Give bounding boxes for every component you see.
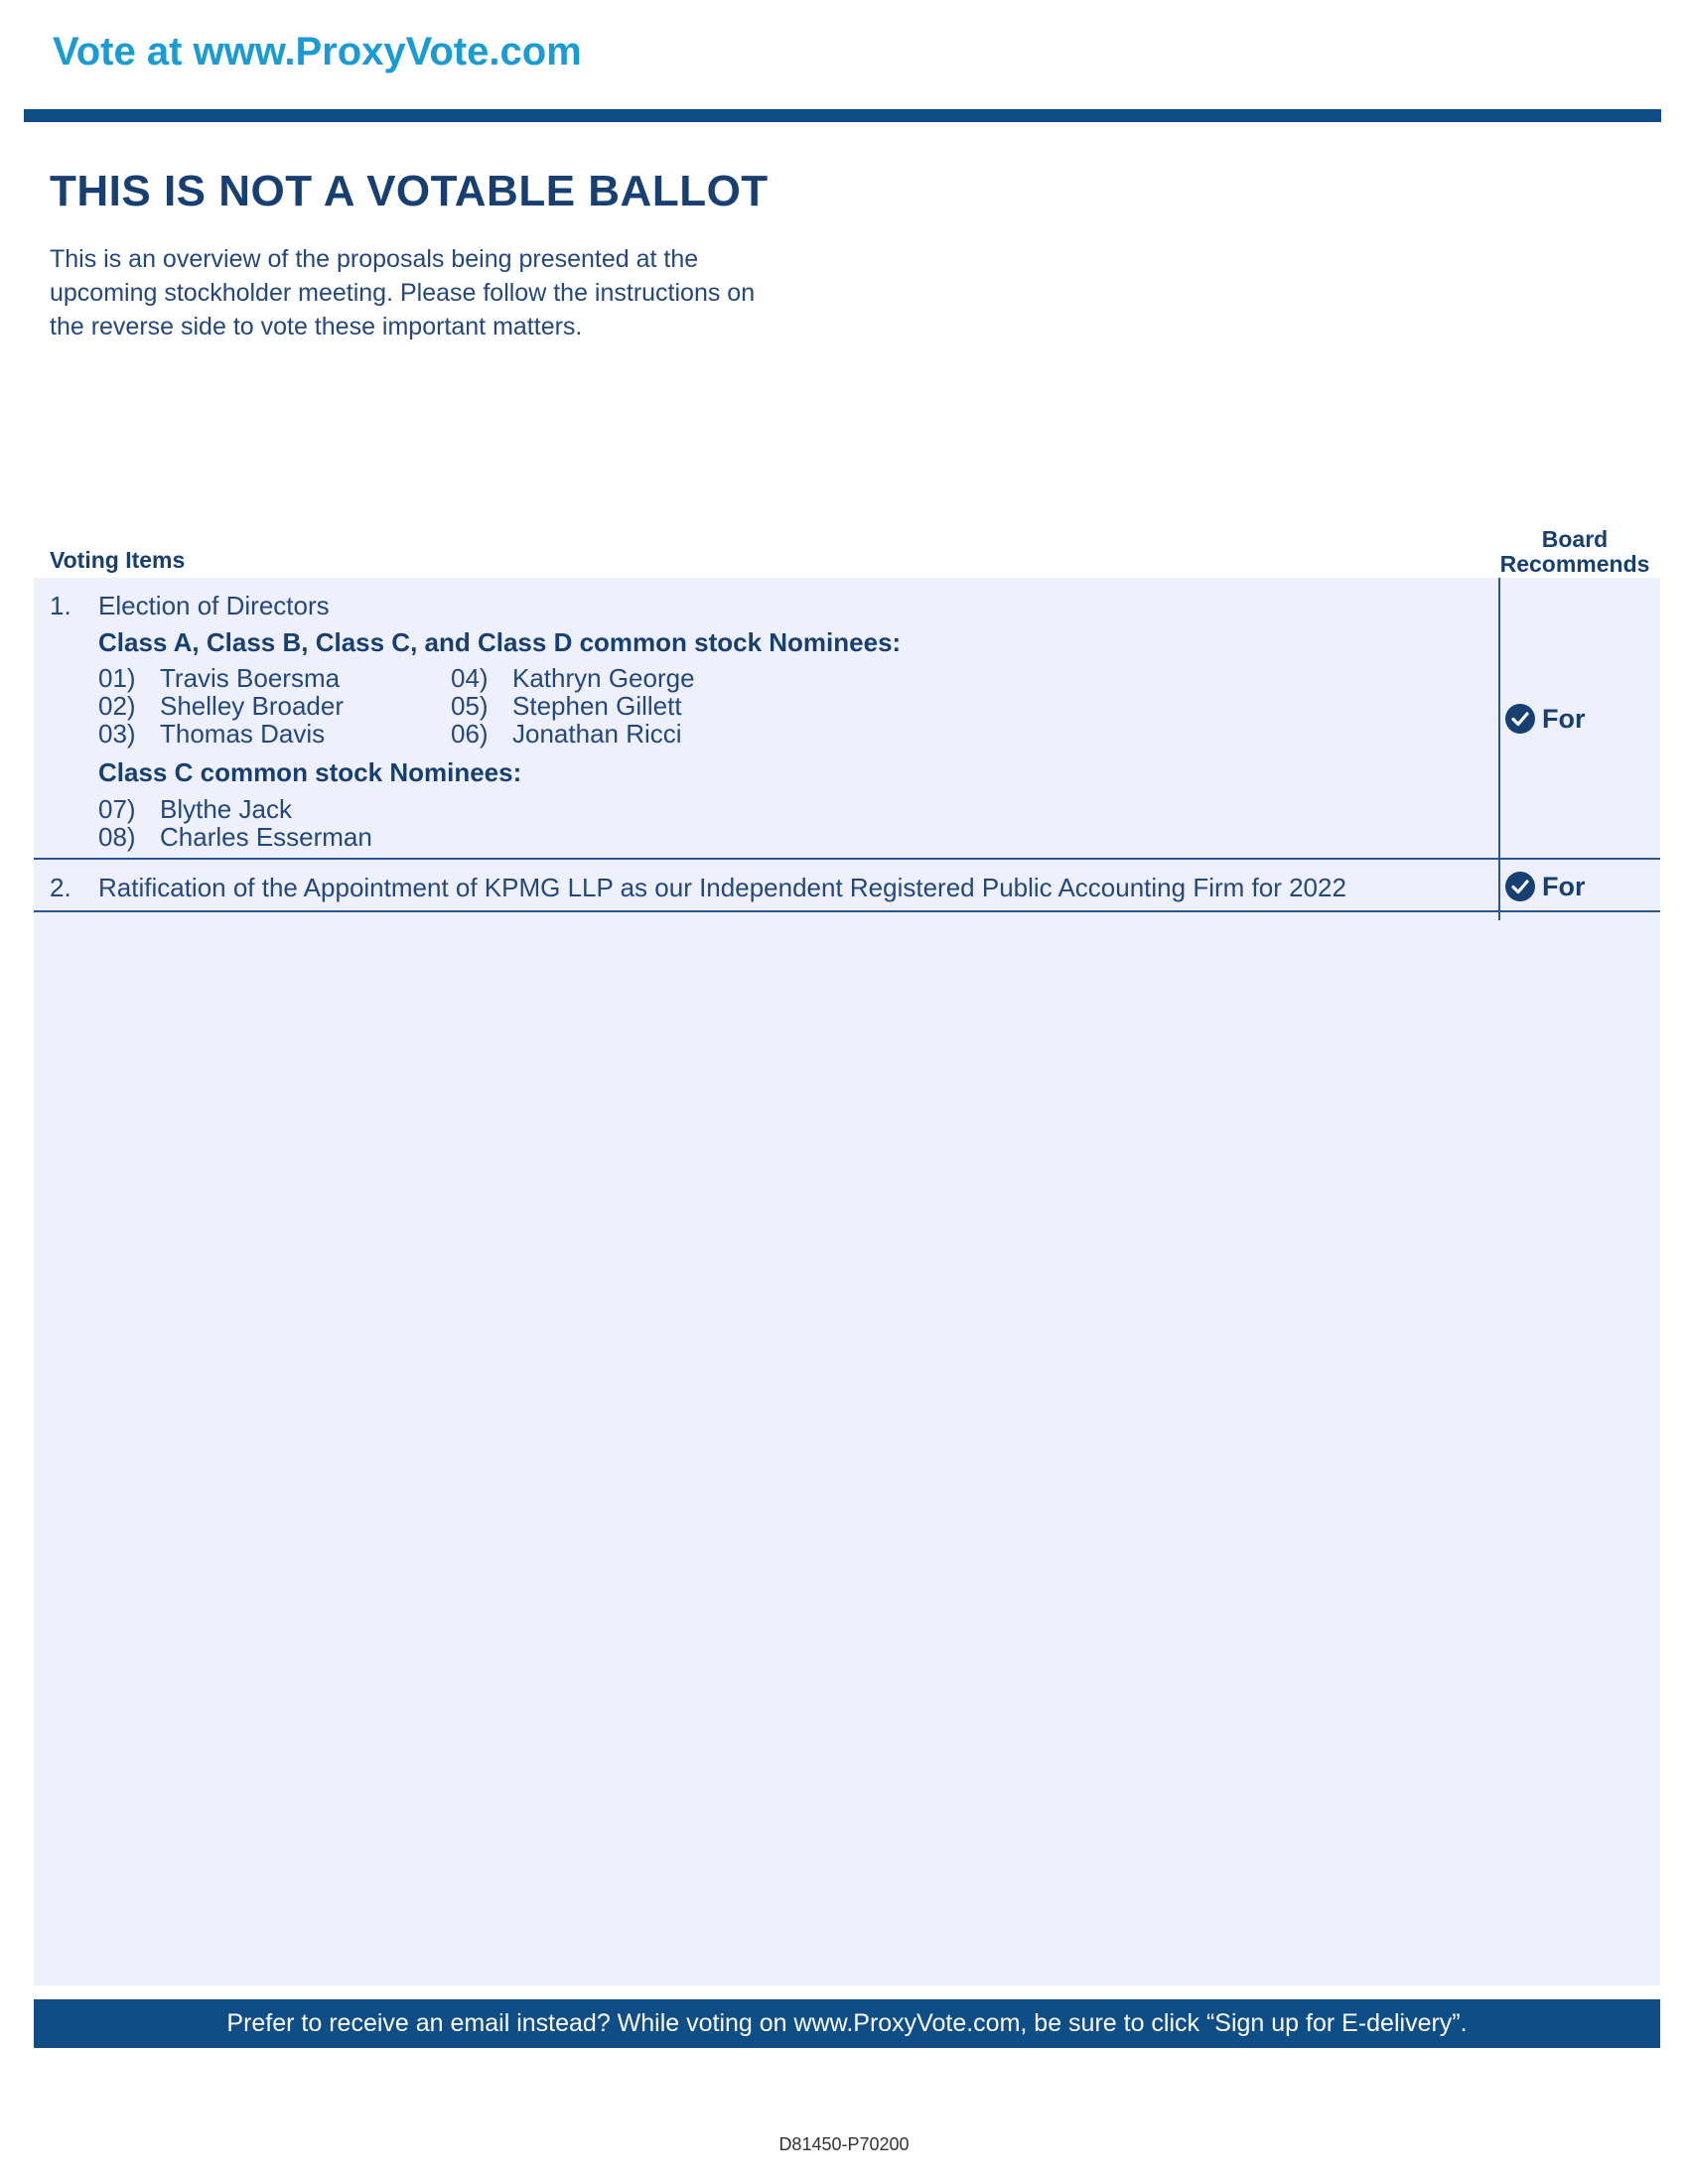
item-2-recommendation	[1504, 871, 1586, 902]
proxyvote-header-link[interactable]: Vote at www.ProxyVote.com	[53, 30, 582, 73]
voting-items-panel	[34, 578, 1660, 1985]
intro-line: upcoming stockholder meeting. Please follow the instructions on	[50, 279, 756, 307]
nominee: 02) Shelley Broader	[98, 691, 344, 721]
recommendation-label: For	[1542, 871, 1586, 901]
nominee: 03) Thomas Davis	[98, 719, 326, 749]
intro-text	[50, 242, 864, 343]
item-1-recommendation	[1504, 703, 1586, 735]
nominee: 04) Kathryn George	[451, 663, 695, 693]
board-header-line: Recommends	[1499, 551, 1650, 577]
header-rule	[24, 109, 1661, 122]
item-2-number: 2.	[50, 873, 71, 902]
board-recommends-header	[1497, 527, 1652, 577]
nominee: 01) Travis Boersma	[98, 663, 341, 693]
nominee: 06) Jonathan Ricci	[451, 719, 682, 749]
nominee-group-heading: Class A, Class B, Class C, and Class D common stock Nominees:	[98, 627, 902, 657]
edelivery-banner: Prefer to receive an email instead? While voting on www.ProxyVote.com, be sure to click “Sign up for E-delivery”.	[34, 1999, 1660, 2048]
page-title: THIS IS NOT A VOTABLE BALLOT	[50, 167, 769, 215]
nominee-group-heading: Class C common stock Nominees:	[98, 757, 522, 787]
check-circle-icon	[1504, 871, 1536, 902]
document-code: D81450-P70200	[778, 2134, 910, 2154]
row-divider	[34, 858, 1660, 860]
recommendation-label: For	[1542, 703, 1586, 734]
intro-line: This is an overview of the proposals being presented at the	[50, 245, 699, 273]
check-circle-icon	[1504, 703, 1536, 735]
voting-items-header: Voting Items	[50, 547, 186, 573]
item-2-title: Ratification of the Appointment of KPMG LLP as our Independent Registered Public Accounting Firm for 2022	[98, 873, 1346, 902]
nominee: 05) Stephen Gillett	[451, 691, 682, 721]
nominee: 08) Charles Esserman	[98, 822, 372, 852]
board-header-line: Board	[1541, 526, 1609, 552]
intro-line: the reverse side to vote these important matters.	[50, 313, 583, 341]
column-divider	[1498, 578, 1500, 920]
item-1-number: 1.	[50, 591, 71, 620]
nominee: 07) Blythe Jack	[98, 794, 292, 824]
row-divider	[34, 910, 1660, 912]
item-1-title: Election of Directors	[98, 591, 330, 620]
